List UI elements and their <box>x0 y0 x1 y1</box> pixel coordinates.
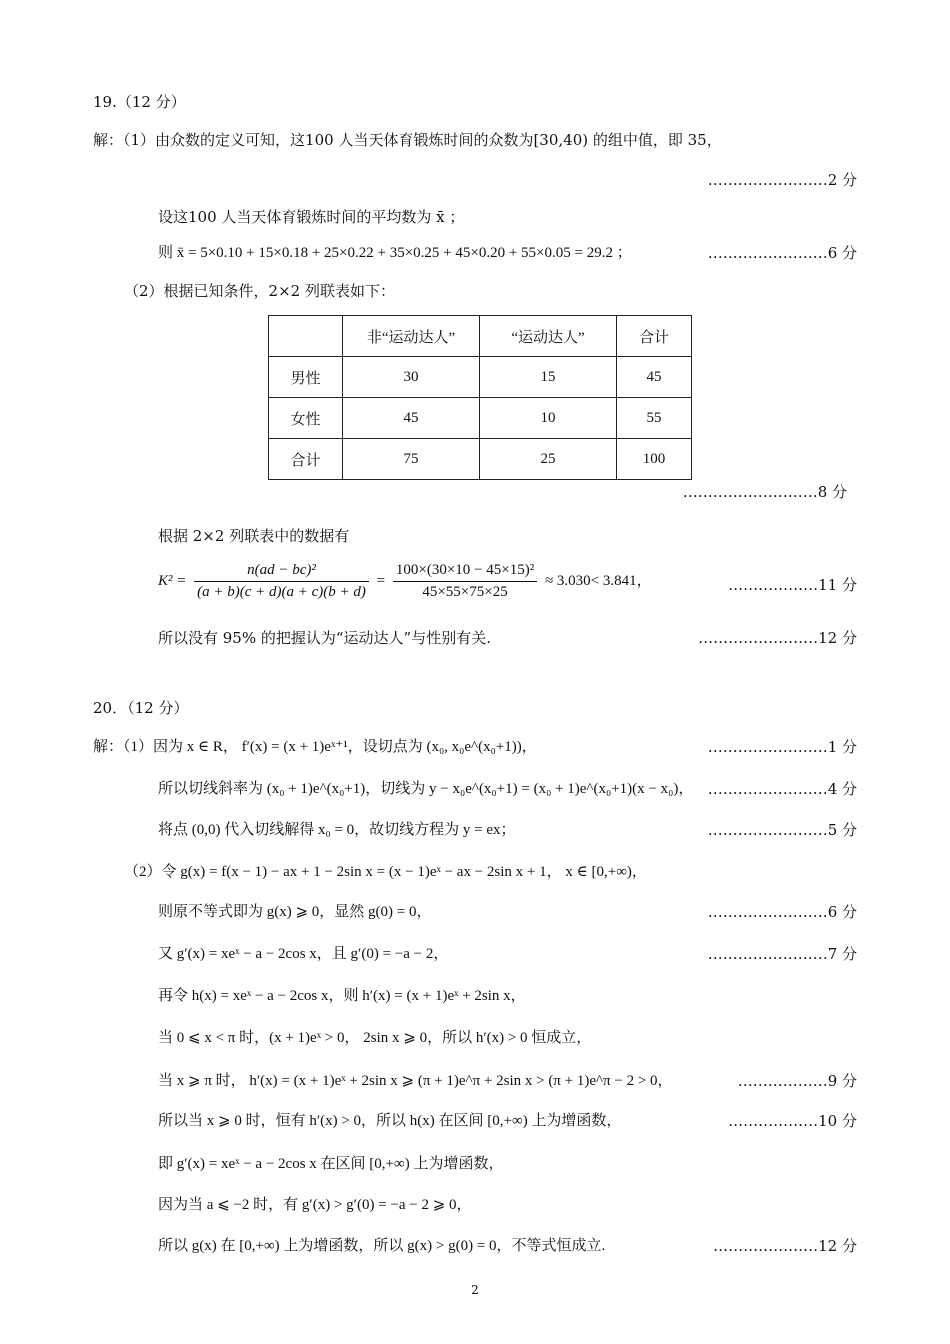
table-cell: 15 <box>480 357 617 398</box>
table-cell: 25 <box>480 439 617 480</box>
table-cell: 男性 <box>269 357 343 398</box>
k2-numerator-numeric: 100×(30×10 − 45×15)² <box>393 562 537 582</box>
q19-header: 19.（12 分） <box>93 93 186 111</box>
q19-score-8: ………………………8 分 <box>682 483 847 501</box>
q20-line-9: 当 x ⩾ π 时， h′(x) = (x + 1)eˣ + 2sin x ⩾ (π + 1)e^π + 2sin x > (π + 1)e^π − 2 > 0， <box>158 1073 673 1089</box>
table-cell: 100 <box>617 439 692 480</box>
q20-line-11: 即 g′(x) = xeˣ − a − 2cos x 在区间 [0,+∞) 上为增函数， <box>158 1156 504 1172</box>
q20-line-6: 又 g′(x) = xeˣ − a − 2cos x，且 g′(0) = −a − 2， <box>158 946 449 962</box>
q19-score-11: ………………11 分 <box>728 576 857 594</box>
table-header-cell <box>269 316 343 357</box>
q20-line-1: 解：（1）因为 x ∈ R， f′(x) = (x + 1)eˣ⁺¹，设切点为 (x₀, x₀e^(x₀+1))， <box>93 739 537 755</box>
q20-score-4: ……………………4 分 <box>707 780 857 798</box>
q20-score-10: ………………10 分 <box>728 1112 857 1130</box>
q20-line-5: 则原不等式即为 g(x) ⩾ 0，显然 g(0) = 0， <box>158 904 432 920</box>
table-cell: 女性 <box>269 398 343 439</box>
q20-score-1: ……………………1 分 <box>707 738 857 756</box>
k2-result: ≈ 3.030< 3.841， <box>544 572 652 589</box>
q19-score-2: ……………………2 分 <box>707 171 857 189</box>
k2-fraction-general <box>194 562 369 601</box>
q20-line-3: 将点 (0,0) 代入切线解得 x₀ = 0，故切线方程为 y = ex； <box>158 822 516 838</box>
contingency-table <box>268 315 692 480</box>
q20-score-12: …………………12 分 <box>713 1237 857 1255</box>
q19-score-12: ……………………12 分 <box>698 629 857 647</box>
page-number: 2 <box>471 1283 479 1297</box>
table-header-cell: 非“运动达人” <box>343 316 480 357</box>
q19-mean-formula: 则 x̄ = 5×0.10 + 15×0.18 + 25×0.22 + 35×0.25 + 45×0.20 + 55×0.05 = 29.2 ； <box>158 245 632 261</box>
table-cell: 合计 <box>269 439 343 480</box>
table-header-cell: “运动达人” <box>480 316 617 357</box>
table-cell: 10 <box>480 398 617 439</box>
q20-line-12: 因为当 a ⩽ −2 时，有 g′(x) > g′(0) = −a − 2 ⩾ 0， <box>158 1197 472 1213</box>
table-header-cell: 合计 <box>617 316 692 357</box>
q19-part2-intro: （2）根据已知条件，2×2 列联表如下： <box>124 282 395 300</box>
k2-numerator: n(ad − bc)² <box>194 562 369 582</box>
q19-mean-intro: 设这100 人当天体育锻炼时间的平均数为 x̄ ； <box>158 208 465 226</box>
q20-line-2: 所以切线斜率为 (x₀ + 1)e^(x₀+1)，切线为 y − x₀e^(x₀+1) = (x₀ + 1)e^(x₀+1)(x − x₀)， <box>158 781 694 797</box>
table-row <box>269 439 692 480</box>
k2-equals: = <box>376 572 386 589</box>
k2-lhs: K² = <box>158 572 187 589</box>
table-cell: 30 <box>343 357 480 398</box>
k2-denominator-numeric: 45×55×75×25 <box>422 584 508 600</box>
q20-score-5: ……………………5 分 <box>707 821 857 839</box>
k2-denominator: (a + b)(c + d)(a + c)(b + d) <box>197 584 366 600</box>
q19-chi-intro: 根据 2×2 列联表中的数据有 <box>158 527 350 545</box>
table-cell: 45 <box>343 398 480 439</box>
q20-score-9: ………………9 分 <box>737 1072 857 1090</box>
q20-line-7: 再令 h(x) = xeˣ − a − 2cos x，则 h′(x) = (x + 1)eˣ + 2sin x， <box>158 988 526 1004</box>
k2-fraction-numeric <box>393 562 537 601</box>
q20-score-6: ……………………6 分 <box>707 903 857 921</box>
q20-line-8: 当 0 ⩽ x < π 时，(x + 1)eˣ > 0， 2sin x ⩾ 0，所以 h′(x) > 0 恒成立， <box>158 1030 592 1046</box>
table-row <box>269 357 692 398</box>
q19-score-6: ……………………6 分 <box>707 244 857 262</box>
table-header-row <box>269 316 692 357</box>
q19-part1-text: 解：（1）由众数的定义可知，这100 人当天体育锻炼时间的众数为[30,40) 的组中值，即 35， <box>93 131 722 149</box>
table-row <box>269 398 692 439</box>
table-cell: 45 <box>617 357 692 398</box>
q19-conclusion: 所以没有 95% 的把握认为“运动达人”与性别有关. <box>158 629 491 647</box>
q20-score-7: ……………………7 分 <box>707 945 857 963</box>
q20-line-13: 所以 g(x) 在 [0,+∞) 上为增函数，所以 g(x) > g(0) = 0，不等式恒成立. <box>158 1238 606 1254</box>
q20-line-10: 所以当 x ⩾ 0 时，恒有 h′(x) > 0，所以 h(x) 在区间 [0,+∞) 上为增函数， <box>158 1113 622 1129</box>
q20-line-4: （2）令 g(x) = f(x − 1) − ax + 1 − 2sin x = (x − 1)eˣ − ax − 2sin x + 1， x ∈ [0,+∞)， <box>124 864 647 880</box>
table-cell: 75 <box>343 439 480 480</box>
table-cell: 55 <box>617 398 692 439</box>
q19-k2-formula <box>158 562 652 601</box>
q20-header: 20．（12 分） <box>93 699 189 717</box>
